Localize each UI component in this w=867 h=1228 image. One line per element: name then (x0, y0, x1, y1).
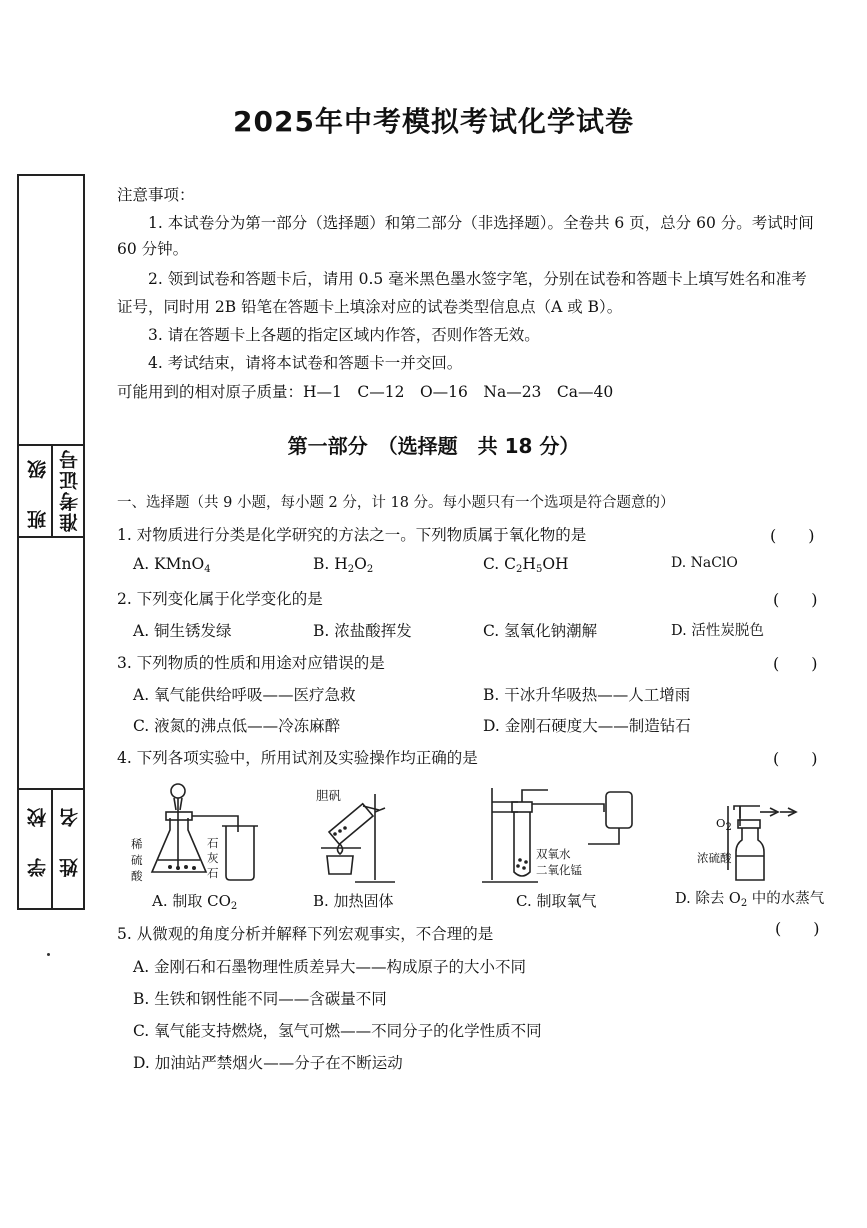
label-oxygen: $O_2$ (716, 816, 732, 833)
answer-blank: ( ) (775, 919, 820, 938)
answer-blank: ( ) (770, 526, 815, 545)
apparatus-d-figure (700, 800, 810, 886)
q2-option-c: C. 氢氧化钠潮解 (483, 622, 598, 640)
note-line: 4. 考试结束，请将本试卷和答题卡一并交回。 (148, 354, 463, 372)
section-title: 第一部分 （选择题 共 18 分） (287, 434, 580, 458)
binding-strip (17, 174, 85, 910)
exam-id-label: 准考证号 (59, 448, 81, 532)
strip-vline (51, 788, 53, 908)
q1-option-d: D. NaClO (671, 555, 738, 571)
atomic-mass-line: 可能用到的相对原子质量：H—1 C—12 O—16 Na—23 Ca—40 (117, 383, 614, 401)
name-label: 姓 名 (59, 802, 81, 877)
label-limestone: 石灰石 (207, 836, 219, 880)
question-3-stem: 3. 下列物质的性质和用途对应错误的是 (117, 654, 385, 672)
notes-heading: 注意事项： (117, 186, 195, 204)
q5-option-a: A. 金刚石和石墨物理性质差异大——构成原子的大小不同 (133, 958, 527, 976)
q5-option-c: C. 氧气能支持燃烧，氢气可燃——不同分子的化学性质不同 (133, 1022, 542, 1040)
q5-option-d: D. 加油站严禁烟火——分子在不断运动 (133, 1054, 403, 1072)
q3-option-a: A. 氧气能供给呼吸——医疗急救 (133, 686, 356, 704)
figure-a-caption: A. 制取 $CO_2$ (152, 892, 238, 912)
q3-option-c: C. 液氮的沸点低——冷冻麻醉 (133, 717, 341, 735)
answer-blank: ( ) (773, 749, 818, 768)
q2-option-b: B. 浓盐酸挥发 (313, 622, 412, 640)
q1-option-c: C. $C_2H_5OH$ (483, 555, 569, 575)
note-line: 2. 领到试卷和答题卡后，请用 0.5 毫米黑色墨水签字笔，分别在试卷和答题卡上填写姓名和准考 (148, 270, 807, 288)
question-2-stem: 2. 下列变化属于化学变化的是 (117, 590, 323, 608)
stray-mark (47, 953, 50, 956)
school-label: 学 校 (27, 802, 49, 877)
label-hydrogen-peroxide: 双氧水 (536, 847, 571, 861)
note-line: 60 分钟。 (117, 240, 189, 258)
q3-option-d: D. 金刚石硬度大——制造钻石 (483, 717, 691, 735)
q1-option-b: B. $H_2O_2$ (313, 555, 374, 575)
answer-blank: ( ) (773, 654, 818, 673)
q5-option-b: B. 生铁和钢性能不同——含碳量不同 (133, 990, 387, 1008)
label-blue-vitriol: 胆矾 (316, 788, 342, 803)
apparatus-a-figure (140, 780, 270, 885)
q2-option-d: D. 活性炭脱色 (671, 623, 764, 639)
class-label: 班 级 (27, 454, 49, 529)
q1-option-a: A. KMnO$_4$ (133, 555, 211, 575)
figure-d-caption: D. 除去 $O_2$ 中的水蒸气 (675, 891, 825, 909)
q3-option-b: B. 干冰升华吸热——人工增雨 (483, 686, 691, 704)
label-concentrated-sulfuric-acid: 浓硫酸 (697, 851, 732, 865)
note-line: 3. 请在答题卡上各题的指定区域内作答，否则作答无效。 (148, 326, 540, 344)
figure-b-caption: B. 加热固体 (313, 892, 394, 910)
q2-option-a: A. 铜生锈发绿 (133, 622, 232, 640)
figure-c-caption: C. 制取氧气 (516, 892, 597, 910)
answer-blank: ( ) (773, 590, 818, 609)
label-manganese-dioxide: 二氧化锰 (536, 863, 582, 877)
note-line: 1. 本试卷分为第一部分（选择题）和第二部分（非选择题）。全卷共 6 页，总分 60 分。考试时间 (148, 214, 814, 232)
note-line: 证号，同时用 2B 铅笔在答题卡上填涂对应的试卷类型信息点（A 或 B）。 (117, 298, 623, 316)
question-1-stem: 1. 对物质进行分类是化学研究的方法之一。下列物质属于氧化物的是 (117, 526, 587, 544)
question-4-stem: 4. 下列各项实验中，所用试剂及实验操作均正确的是 (117, 749, 478, 767)
label-dilute-sulfuric-acid: 稀硫酸 (131, 837, 143, 883)
strip-divider (19, 536, 83, 538)
exam-title: 2025年中考模拟考试化学试卷 (233, 105, 634, 138)
question-5-stem: 5. 从微观的角度分析并解释下列宏观事实，不合理的是 (117, 925, 494, 943)
section-instruction: 一、选择题（共 9 小题，每小题 2 分，计 18 分。每小题只有一个选项是符合题意的） (117, 495, 675, 511)
